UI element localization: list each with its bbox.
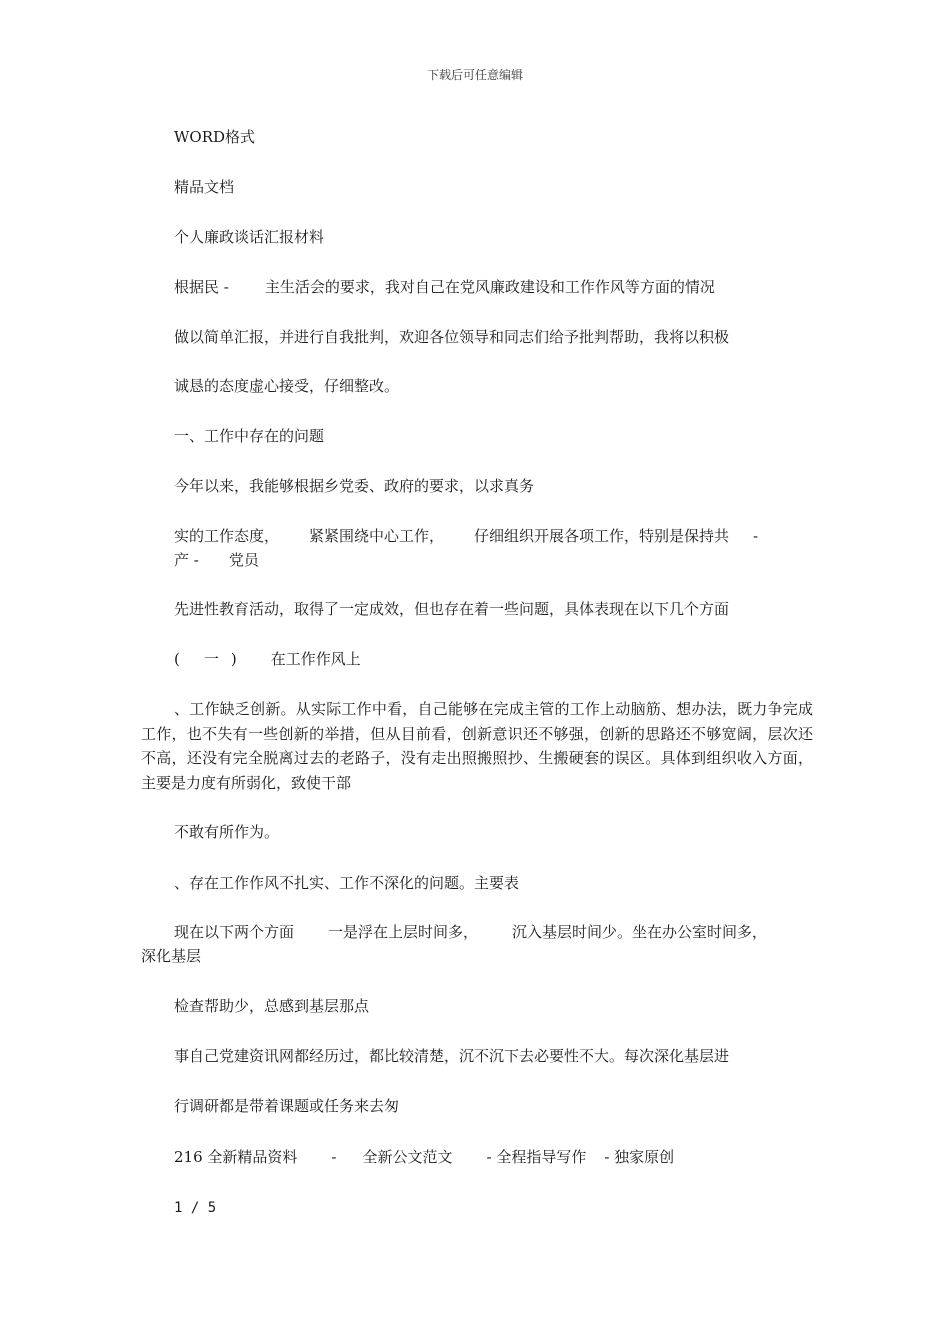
header-note: 下载后可任意编辑 <box>426 68 523 82</box>
text-fragment: 主生活会的要求，我对自己在党风廉政建设和工作作风等方面的情况 <box>264 278 715 296</box>
footer-fragment: - 独家原创 <box>604 1148 675 1166</box>
section-heading: 一、工作中存在的问题 <box>174 427 325 445</box>
paragraph-innovation: 、工作缺乏创新。从实际工作中看，自己能够在完成主管的工作上动脑筋、想办法，既力争完成工作，也不失有一些创新的举措，但从目前看，创新意识还不够强，创新的思路还不够宽阔，层次还不高，还没有完全脱离过去的老路子，没有走出照搬照抄、生搬硬套的误区。具体到组织收入方面，主要是力度有所弱化，致使干部 <box>141 700 813 792</box>
text-fragment: - <box>753 527 759 545</box>
paragraph-line <box>174 549 259 571</box>
subsection-number: 一 <box>203 650 219 668</box>
paragraph-line: 事自己党建资讯网都经历过，都比较清楚，沉不沉下去必要性不大。每次深化基层进 <box>174 1047 730 1065</box>
text-fragment: 产 - <box>174 551 199 569</box>
text-fragment: 仔细组织开展各项工作，特别是保持共 <box>474 527 730 545</box>
paragraph-line <box>174 276 715 298</box>
footer-banner <box>174 1146 674 1168</box>
paragraph-line: 行调研都是带着课题或任务来去匆 <box>174 1097 400 1115</box>
paragraph-line: 先进性教育活动，取得了一定成效，但也存在着一些问题，具体表现在以下几个方面 <box>174 600 730 618</box>
paragraph-line: 检查帮助少，总感到基层那点 <box>174 997 370 1015</box>
subsection-title: 在工作作风上 <box>270 650 361 668</box>
paragraph-line <box>174 921 767 943</box>
text-fragment: 紧紧围绕中心工作， <box>309 527 445 545</box>
paragraph-line: 不敢有所作为。 <box>174 823 280 841</box>
paragraph-line: 诚恳的态度虚心接受，仔细整改。 <box>174 377 400 395</box>
paren-close: ) <box>230 650 237 668</box>
text-fragment: 党员 <box>228 551 259 569</box>
text-fragment: 一是浮在上层时间多， <box>328 923 479 941</box>
subsection-heading <box>174 648 361 670</box>
text-fragment: 实的工作态度， <box>174 527 280 545</box>
page-number: 1 / 5 <box>174 1200 217 1216</box>
paragraph-line: 今年以来，我能够根据乡党委、政府的要求，以求真务 <box>174 477 535 495</box>
footer-fragment: - <box>331 1148 337 1166</box>
text-fragment: 现在以下两个方面 <box>174 923 295 941</box>
paragraph-line <box>174 525 758 547</box>
paragraph-line: 做以简单汇报，并进行自我批判，欢迎各位领导和同志们给予批判帮助，我将以积极 <box>174 328 730 346</box>
footer-fragment: 全新公文范文 <box>362 1148 453 1166</box>
quality-doc-label: 精品文档 <box>174 178 235 196</box>
text-fragment: 根据民 - <box>174 278 229 296</box>
footer-fragment: 216 全新精品资料 <box>174 1148 298 1166</box>
paren-open: ( <box>174 650 180 668</box>
text-fragment: 沉入基层时间少。坐在办公室时间多， <box>512 923 768 941</box>
paragraph-line: 、存在工作作风不扎实、工作不深化的问题。主要表 <box>174 874 520 892</box>
footer-fragment: - 全程指导写作 <box>486 1148 587 1166</box>
document-title: 个人廉政谈话汇报材料 <box>174 228 325 246</box>
word-format-label: WORD格式 <box>174 128 256 146</box>
paragraph-line: 深化基层 <box>141 947 202 965</box>
